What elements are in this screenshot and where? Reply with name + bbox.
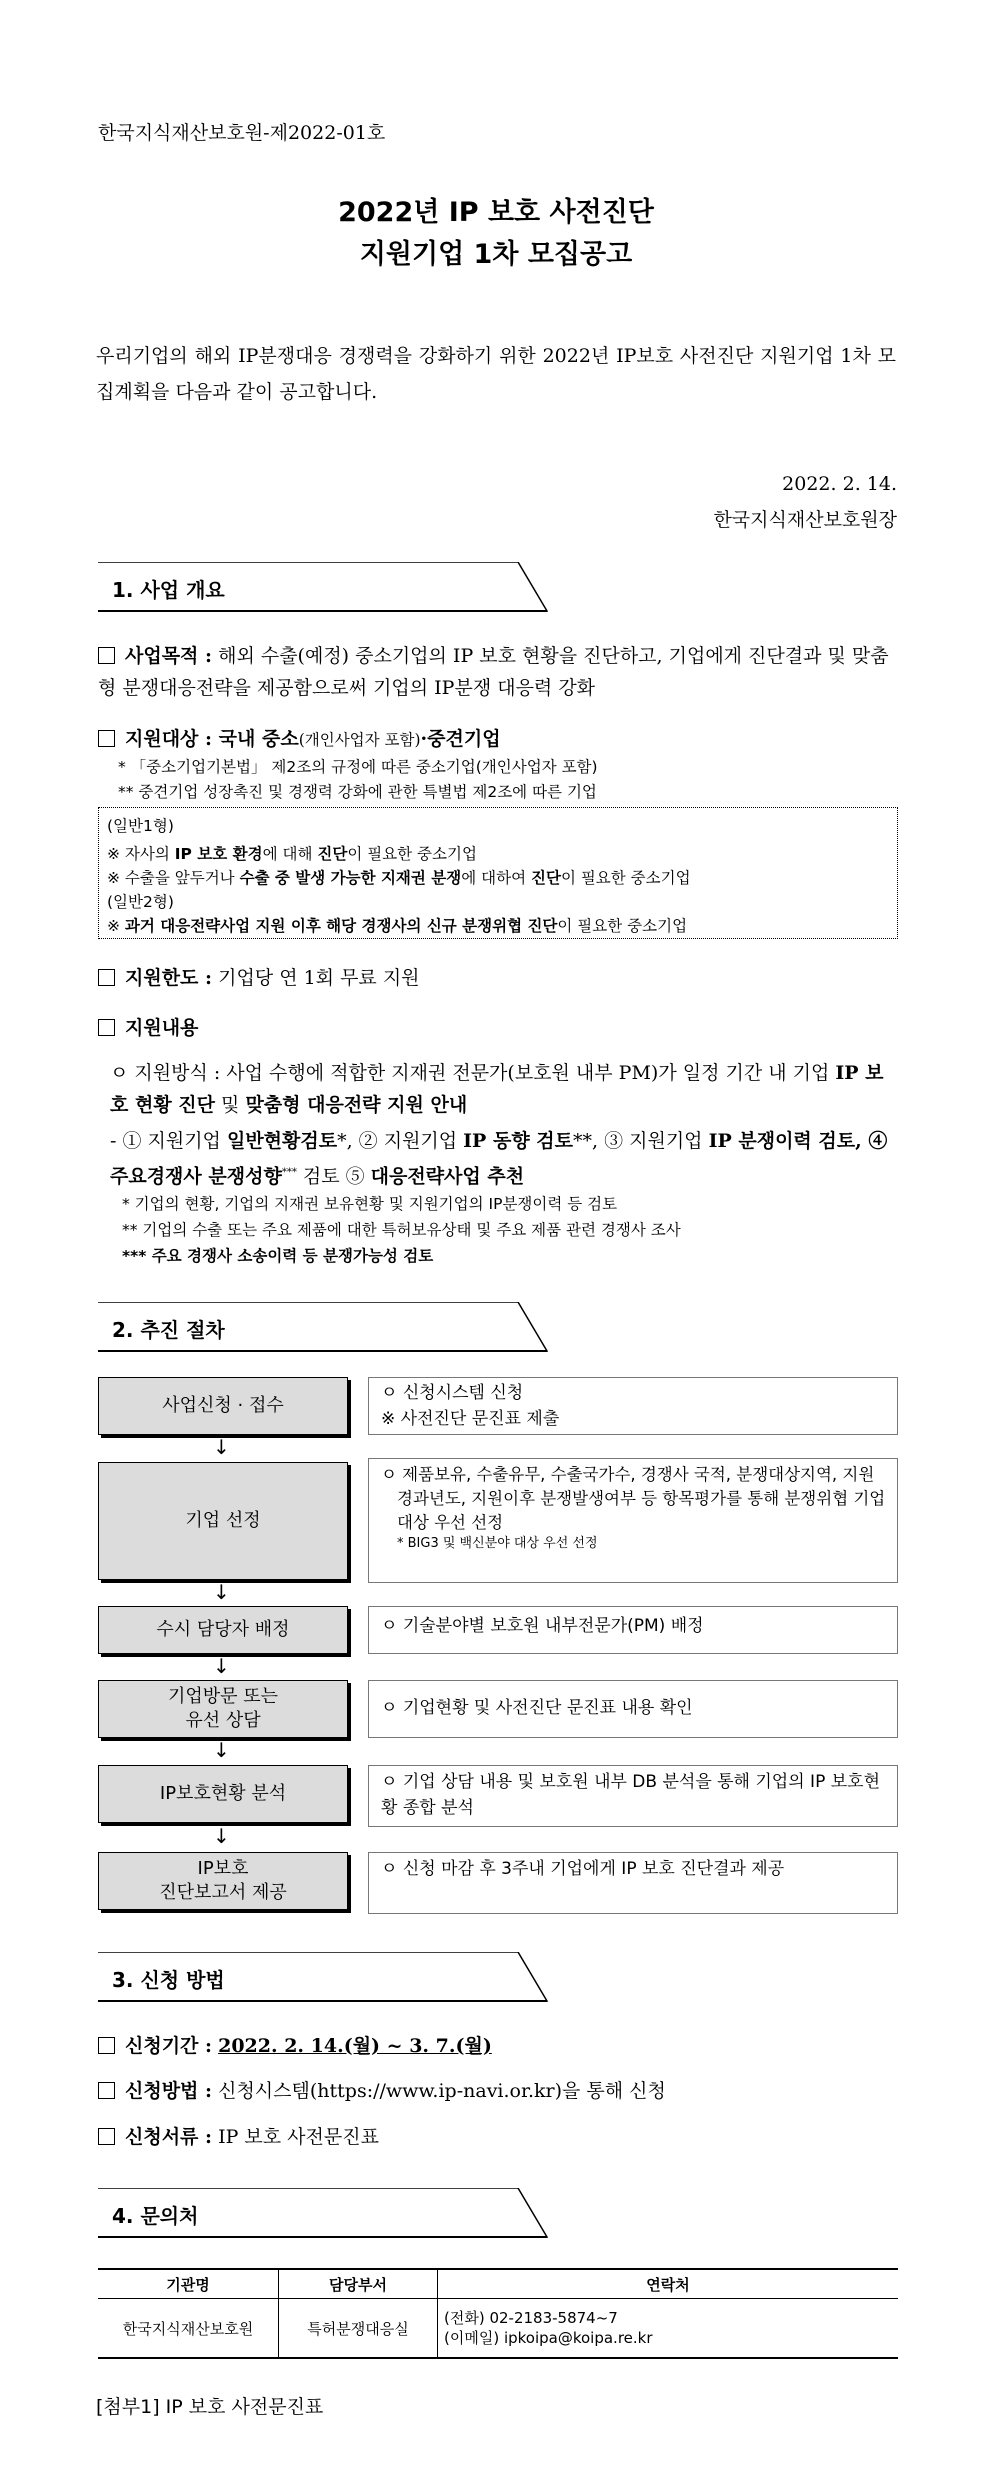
checkbox-icon (98, 969, 115, 986)
footnote-1: * 기업의 현황, 기업의 지재권 보유현황 및 지원기업의 IP분쟁이력 등 검토 (122, 1195, 618, 1213)
section-1-title: 1. 사업 개요 (112, 578, 225, 602)
down-arrow-icon: ↓ (213, 1580, 230, 1604)
section-2-heading (98, 1302, 548, 1352)
apply-method-value: 신청시스템(https://www.ip-navi.or.kr)을 통해 신청 (218, 2080, 666, 2102)
period-item (98, 2030, 898, 2062)
target-note-2: ** 중견기업 성장촉진 및 경쟁력 강화에 관한 특별법 제2조에 따른 기업 (118, 783, 597, 801)
limit-item (98, 962, 898, 994)
attachment-note: [첨부1] IP 보호 사전문진표 (96, 2396, 324, 2418)
column-header: 연락처 (438, 2269, 899, 2299)
page-title-line1: 2022년 IP 보호 사전진단 (338, 197, 654, 228)
purpose-text: 해외 수출(예정) 중소기업의 IP 보호 현황을 진단하고, 기업에게 진단결과 및 맞춤형 분쟁대응전략을 제공함으로써 기업의 IP분쟁 대응력 강화 (98, 645, 889, 699)
footnote-2: ** 기업의 수출 또는 주요 제품에 대한 특허보유상태 및 주요 제품 관련 경쟁사 조사 (122, 1221, 681, 1239)
type2-line1: ※ 과거 대응전략사업 지원 이후 해당 경쟁사의 신규 분쟁위협 진단이 필요한 중소기업 (107, 917, 688, 935)
date-block (713, 466, 897, 538)
column-header: 기관명 (98, 2269, 279, 2299)
checkbox-icon (98, 2128, 115, 2145)
email-text: (이메일) ipkoipa@koipa.re.kr (444, 2329, 653, 2347)
target-note-1: * 「중소기업기본법」 제2조의 규정에 따른 중소기업(개인사업자 포함) (118, 758, 598, 776)
flow-step-label: 수시 담당자 배정 (98, 1606, 348, 1654)
flow-step-label: 사업신청 · 접수 (98, 1377, 348, 1435)
support-method: ㅇ 지원방식 : 사업 수행에 적합한 지재권 전문가(보호원 내부 PM)가 일정 기간 내 기업 IP 보호 현황 진단 및 맞춤형 대응전략 지원 안내 (110, 1062, 884, 1116)
flow-step-desc: ㅇ 제품보유, 수출유무, 수출국가수, 경쟁사 국적, 분쟁대상지역, 지원경과년도, 지원이후 분쟁발생여부 등 항목평가를 통해 분쟁위협 기업대상 우선 선정 (381, 1465, 886, 1532)
document-number: 한국지식재산보호원-제2022-01호 (98, 122, 386, 144)
contact-table (98, 2268, 898, 2359)
down-arrow-icon: ↓ (213, 1654, 230, 1678)
contact-cell (438, 2299, 899, 2359)
apply-method-item (98, 2075, 898, 2107)
phone-text: (전화) 02-2183-5874~7 (444, 2309, 618, 2327)
dept-cell: 특허분쟁대응실 (279, 2299, 438, 2359)
documents-value: IP 보호 사전문진표 (218, 2126, 379, 2148)
page-title-line2: 지원기업 1차 모집공고 (359, 239, 633, 270)
column-header: 담당부서 (279, 2269, 438, 2299)
content-label: 지원내용 (125, 1017, 199, 1039)
type1-label: (일반1형) (107, 817, 174, 835)
limit-label: 지원한도 : (125, 967, 213, 989)
purpose-label: 사업목적 : (125, 645, 213, 667)
section-4-title: 4. 문의처 (112, 2204, 199, 2228)
flow-step-label: 기업 선정 (98, 1462, 348, 1580)
flow-step-desc: ㅇ 기업 상담 내용 및 보호원 내부 DB 분석을 통해 기업의 IP 보호현황 종합 분석 (368, 1765, 898, 1827)
flow-step-label: IP보호 진단보고서 제공 (98, 1852, 348, 1910)
issuer: 한국지식재산보호원장 (713, 509, 897, 531)
table-row (98, 2299, 898, 2359)
target-end: ·중견기업 (420, 728, 501, 750)
period-label: 신청기간 : (125, 2035, 213, 2057)
target-paren: (개인사업자 포함) (298, 731, 421, 749)
down-arrow-icon: ↓ (213, 1824, 230, 1848)
org-cell: 한국지식재산보호원 (98, 2299, 279, 2359)
documents-item (98, 2121, 898, 2153)
section-1-heading (98, 562, 548, 612)
apply-method-label: 신청방법 : (125, 2080, 213, 2102)
purpose-item (98, 640, 898, 704)
support-steps: - ① 지원기업 일반현황검토*, ② 지원기업 IP 동향 검토**, ③ 지원기업 IP 분쟁이력 검토, ④ 주요경쟁사 분쟁성향*** 검토 ⑤ 대응전략사업 추천 (110, 1130, 888, 1188)
checkbox-icon (98, 2037, 115, 2054)
intro-paragraph: 우리기업의 해외 IP분쟁대응 경쟁력을 강화하기 위한 2022년 IP보호 사전진단 지원기업 1차 모집계획을 다음과 같이 공고합니다. (96, 345, 896, 403)
section-3-title: 3. 신청 방법 (112, 1968, 225, 1992)
section-3-heading (98, 1952, 548, 2002)
down-arrow-icon: ↓ (213, 1738, 230, 1762)
down-arrow-icon: ↓ (213, 1435, 230, 1459)
flow-step-label: 기업방문 또는 유선 상담 (98, 1680, 348, 1738)
flow-step-desc: ㅇ 신청시스템 신청 ※ 사전진단 문진표 제출 (368, 1377, 898, 1435)
flow-step-desc: ㅇ 기업현황 및 사전진단 문진표 내용 확인 (368, 1680, 898, 1738)
content-item (98, 1012, 898, 1044)
section-2-title: 2. 추진 절차 (112, 1318, 225, 1342)
announcement-date: 2022. 2. 14. (782, 473, 897, 495)
documents-label: 신청서류 : (125, 2126, 213, 2148)
type1-line2: ※ 수출을 앞두거나 수출 중 발생 가능한 지재권 분쟁에 대하여 진단이 필요한 중소기업 (107, 869, 691, 887)
table-header-row (98, 2269, 898, 2299)
limit-text: 기업당 연 1회 무료 지원 (218, 967, 420, 989)
target-item (98, 723, 898, 755)
checkbox-icon (98, 1019, 115, 1036)
footnote-3: *** 주요 경쟁사 소송이력 등 분쟁가능성 검토 (122, 1247, 434, 1265)
period-value: 2022. 2. 14.(월) ~ 3. 7.(월) (218, 2035, 492, 2057)
checkbox-icon (98, 2082, 115, 2099)
checkbox-icon (98, 647, 115, 664)
section-4-heading (98, 2188, 548, 2238)
type1-line1: ※ 자사의 IP 보호 환경에 대해 진단이 필요한 중소기업 (107, 845, 477, 863)
eligibility-box (98, 807, 898, 939)
target-label: 지원대상 : 국내 중소 (125, 728, 299, 750)
flow-step-desc: ㅇ 신청 마감 후 3주내 기업에게 IP 보호 진단결과 제공 (368, 1852, 898, 1914)
checkbox-icon (98, 730, 115, 747)
flow-step-note: * BIG3 및 백신분야 대상 우선 선정 (397, 1536, 598, 1551)
flow-step-desc-box (368, 1458, 898, 1583)
flow-step-label: IP보호현황 분석 (98, 1765, 348, 1823)
type2-label: (일반2형) (107, 893, 174, 911)
flow-step-desc: ㅇ 기술분야별 보호원 내부전문가(PM) 배정 (368, 1606, 898, 1654)
